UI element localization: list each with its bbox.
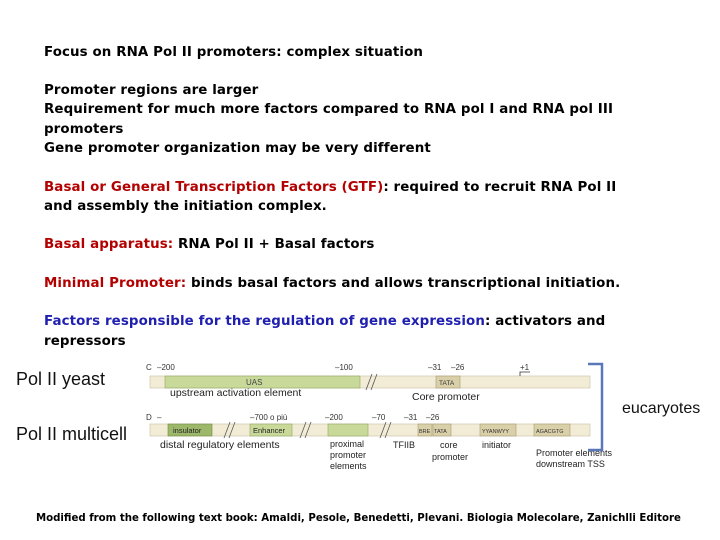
label-pol2-yeast: Pol II yeast <box>16 369 106 389</box>
yeast-promoter-row <box>146 363 590 403</box>
yeast-pos-minus200: –200 <box>157 363 175 372</box>
multicell-pos-minus26: –26 <box>426 413 440 422</box>
regulatory-factors-definition <box>44 312 605 332</box>
yeast-core-label: Core promoter <box>412 391 480 403</box>
multicell-bre-label: BRE <box>419 429 431 435</box>
regulatory-factors-cont: repressors <box>44 334 126 349</box>
multicell-dpe-label: AGACGTG <box>536 429 564 435</box>
point-more-factors: Requirement for much more factors compared to RNA pol I and RNA pol III <box>44 102 614 117</box>
multicell-pos-minus700: –700 o più <box>250 413 288 422</box>
eucaryotes-label: eucaryotes <box>622 400 701 417</box>
multicell-pos-minus200: –200 <box>325 413 343 422</box>
multicell-promoter-row <box>146 413 613 471</box>
gtf-term: Basal or General Transcription Factors (GTF) <box>44 180 384 195</box>
multicell-pos-minus70: –70 <box>372 413 386 422</box>
point-more-factors-cont: promoters <box>44 122 124 137</box>
slide-heading: Focus on RNA Pol II promoters: complex situation <box>44 45 424 60</box>
multicell-inr-label: YYANWYY <box>482 429 510 435</box>
yeast-pos-minus100: –100 <box>335 363 353 372</box>
yeast-tata-label: TATA <box>439 380 455 387</box>
factors-term: Factors responsible for the regulation of gene expression <box>44 314 485 329</box>
tfiib-label: TFIIB <box>393 440 415 450</box>
minimal-text: binds basal factors and allows transcriptional initiation. <box>186 276 621 291</box>
yeast-upstream-label: upstream activation element <box>170 387 302 399</box>
gtf-definition-cont: and assembly the initiation complex. <box>44 199 327 214</box>
multicell-dna-strand <box>150 424 590 436</box>
label-pol2-multicell: Pol II multicell <box>16 424 128 444</box>
basal-term: Basal apparatus: <box>44 237 174 252</box>
multicell-tata-label: TATA <box>434 429 447 435</box>
yeast-pos-plus1: +1 <box>520 363 530 372</box>
yeast-pos-minus31: –31 <box>428 363 442 372</box>
proximal-label-line3: elements <box>330 461 367 471</box>
minimal-term: Minimal Promoter: <box>44 276 187 291</box>
basal-apparatus-definition <box>44 235 374 255</box>
core-label-line1: core <box>440 440 458 450</box>
gtf-text: : required to recruit RNA Pol II <box>383 180 617 195</box>
multicell-enhancer-label: Enhancer <box>253 426 286 435</box>
multicell-pos-minus31: –31 <box>404 413 418 422</box>
yeast-tss-arrow <box>520 372 530 376</box>
factors-text: : activators and <box>485 314 606 329</box>
downstream-label-line1: Promoter elements <box>536 448 613 458</box>
distal-elements-label: distal regulatory elements <box>160 439 280 451</box>
proximal-label-line2: promoter <box>330 450 367 460</box>
multicell-insulator-label: insulator <box>173 426 202 435</box>
yeast-panel-letter: C <box>146 363 152 372</box>
downstream-label-line2: downstream TSS <box>536 459 605 469</box>
promoter-diagram <box>0 350 720 510</box>
core-label-line2: promoter <box>432 452 469 462</box>
source-citation: Modified from the following text book: Amaldi, Pesole, Benedetti, Plevani. Biologia Molecolare, Zanichlli Editore <box>36 513 681 524</box>
basal-text: RNA Pol II + Basal factors <box>173 237 375 252</box>
multicell-pos-far: – <box>157 413 162 422</box>
multicell-proximal-box <box>328 424 368 436</box>
point-organization: Gene promoter organization may be very different <box>44 141 431 156</box>
yeast-uas-label: UAS <box>246 378 263 387</box>
yeast-pos-minus26: –26 <box>451 363 465 372</box>
proximal-label-line1: proximal <box>330 439 365 449</box>
minimal-promoter-definition <box>44 274 620 294</box>
initiator-label: initiator <box>482 440 512 450</box>
multicell-panel-letter: D <box>146 413 152 422</box>
gtf-definition <box>44 178 616 198</box>
point-larger-regions: Promoter regions are larger <box>44 83 259 98</box>
